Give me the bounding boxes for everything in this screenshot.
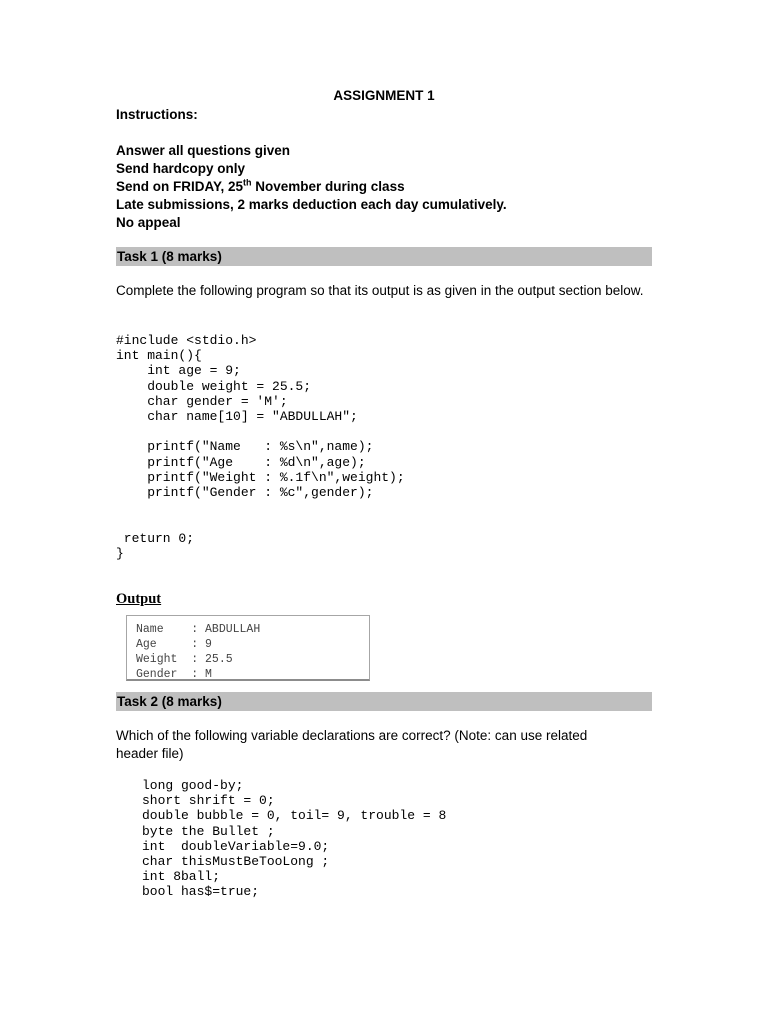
code-line: int 8ball; (142, 869, 221, 885)
task1-description: Complete the following program so that its output is as given in the output section below. (116, 283, 644, 298)
output-line: Gender : M (136, 668, 212, 681)
task2-code-block (142, 778, 446, 900)
code-line: printf("Gender : %c",gender); (147, 485, 374, 501)
instruction-date-rest: November during class (251, 179, 405, 194)
instruction-item: Send hardcopy only (116, 161, 246, 176)
output-line: Name : ABDULLAH (136, 623, 261, 636)
task1-code-block (116, 333, 405, 561)
code-line: byte the Bullet ; (142, 823, 275, 839)
code-line: printf("Name : %s\n",name); (147, 439, 374, 455)
instruction-item: Answer all questions given (116, 143, 291, 158)
task1-heading: Task 1 (8 marks) (117, 249, 222, 264)
task1-heading-bar (116, 247, 652, 266)
output-line: Age : 9 (136, 638, 212, 651)
code-line: char gender = 'M'; (147, 393, 288, 409)
instruction-date-text: Send on FRIDAY, 25 (116, 179, 244, 194)
code-line: } (116, 545, 124, 561)
code-line: printf("Weight : %.1f\n",weight); (147, 469, 405, 485)
output-text (127, 616, 369, 682)
task2-heading: Task 2 (8 marks) (117, 694, 222, 709)
instruction-item: Late submissions, 2 marks deduction each day cumulatively. (116, 197, 507, 212)
instructions-heading: Instructions: (116, 107, 198, 122)
code-line: int doubleVariable=9.0; (142, 838, 330, 854)
code-line: #include <stdio.h> (116, 333, 257, 348)
output-box (126, 615, 370, 681)
code-line: char name[10] = "ABDULLAH"; (147, 409, 358, 425)
task2-heading-bar (116, 692, 652, 711)
code-line: double weight = 25.5; (147, 378, 312, 394)
output-line: Weight : 25.5 (136, 653, 233, 666)
code-line: int main(){ (116, 348, 202, 364)
code-line: bool has$=true; (142, 884, 260, 900)
code-line: short shrift = 0; (142, 793, 275, 809)
output-heading: Output (116, 591, 162, 607)
code-line: char thisMustBeTooLong ; (142, 854, 330, 870)
code-line: return 0; (123, 530, 195, 546)
ordinal-suffix: th (243, 177, 252, 188)
page-title: ASSIGNMENT 1 (333, 88, 435, 103)
task2-question-line: header file) (116, 746, 184, 761)
task2-question-line: Which of the following variable declarations are correct? (Note: can use related (116, 728, 588, 743)
instruction-item (116, 178, 507, 196)
instructions-list (116, 142, 507, 232)
code-line: printf("Age : %d\n",age); (147, 454, 366, 470)
code-line: int age = 9; (147, 363, 241, 379)
code-line: double bubble = 0, toil= 9, trouble = 8 (142, 808, 447, 824)
code-line: long good-by; (142, 778, 244, 793)
task2-question (116, 727, 587, 763)
instruction-item: No appeal (116, 215, 181, 230)
